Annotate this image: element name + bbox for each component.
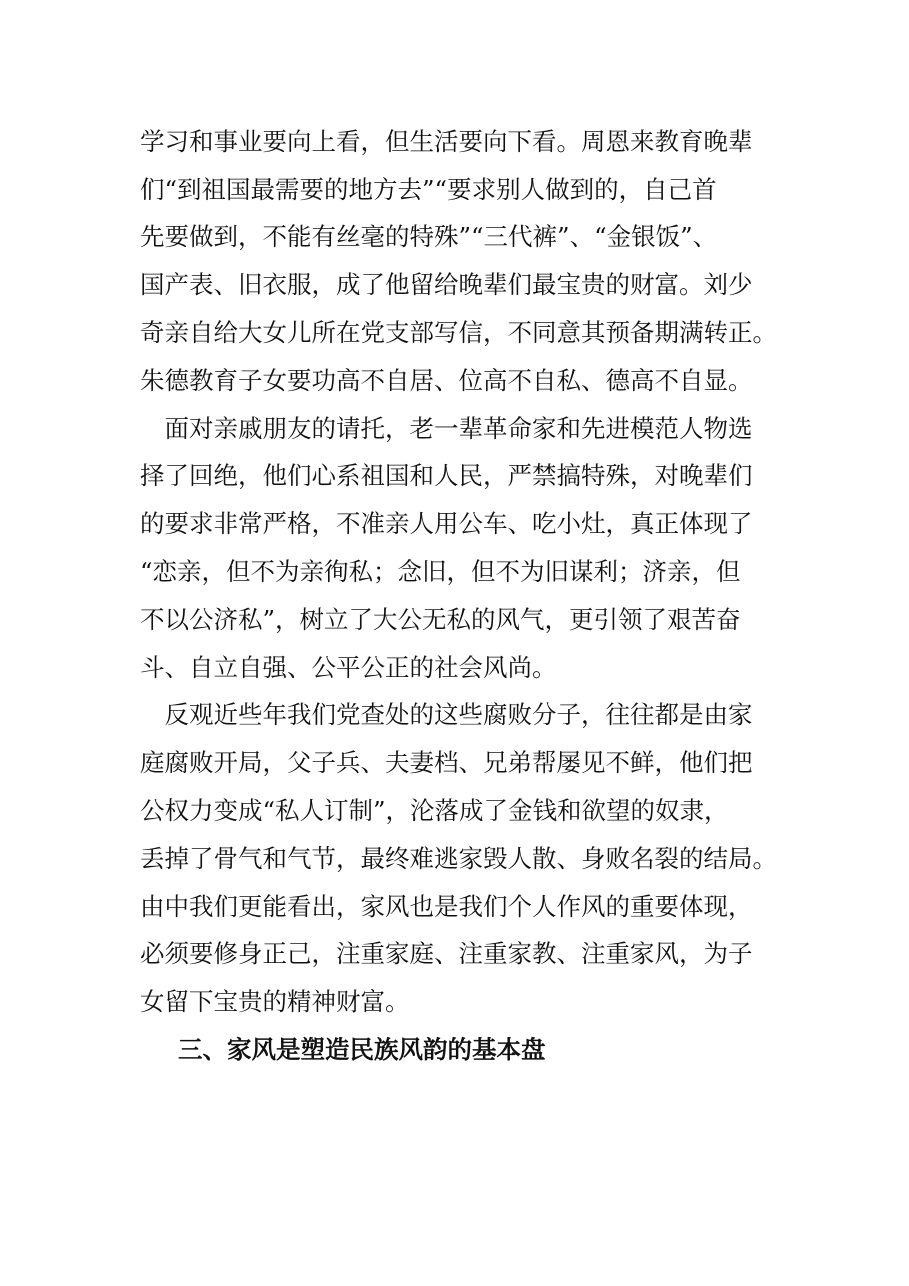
text-line: 斗、自立自强、公平公正的社会风尚。	[140, 653, 557, 682]
text-line: 奇亲自给大女儿所在党支部写信，不同意其预备期满转正。	[140, 318, 777, 347]
text-line: 反观近些年我们党查处的这些腐败分子，往往都是由家	[140, 700, 753, 729]
text-line: 不以公济私”，树立了大公无私的风气，更引领了艰苦奋	[140, 605, 741, 634]
section-heading: 三、家风是塑造民族风韵的基本盘	[178, 1035, 546, 1064]
text-line: 们“到祖国最需要的地方去”“要求别人做到的，自己首	[140, 175, 717, 204]
text-line: 国产表、旧衣服，成了他留给晚辈们最宝贵的财富。刘少	[140, 270, 753, 299]
text-line: 的要求非常严格，不准亲人用公车、吃小灶，真正体现了	[140, 509, 753, 538]
text-line: 由中我们更能看出，家风也是我们个人作风的重要体现，	[140, 892, 753, 921]
text-line: 丢掉了骨气和气节，最终难逃家毁人散、身败名裂的结局。	[140, 844, 777, 873]
text-line: 择了回绝，他们心系祖国和人民，严禁搞特殊，对晚辈们	[140, 461, 753, 490]
text-line: “恋亲，但不为亲徇私；念旧，但不为旧谋利；济亲，但	[140, 557, 741, 586]
text-line: 女留下宝贵的精神财富。	[140, 987, 410, 1016]
text-line: 面对亲戚朋友的请托，老一辈革命家和先进模范人物选	[140, 414, 753, 443]
text-line: 学习和事业要向上看，但生活要向下看。周恩来教育晚辈	[140, 127, 753, 156]
text-line: 公权力变成“私人订制”，沦落成了金钱和欲望的奴隶，	[140, 796, 729, 825]
text-line: 必须要修身正己，注重家庭、注重家教、注重家风，为子	[140, 939, 753, 968]
text-line: 庭腐败开局，父子兵、夫妻档、兄弟帮屡见不鲜，他们把	[140, 748, 753, 777]
text-line: 先要做到，不能有丝毫的特殊”“三代裤”、“金银饭”、	[140, 222, 718, 251]
text-line: 朱德教育子女要功高不自居、位高不自私、德高不自显。	[140, 366, 753, 395]
